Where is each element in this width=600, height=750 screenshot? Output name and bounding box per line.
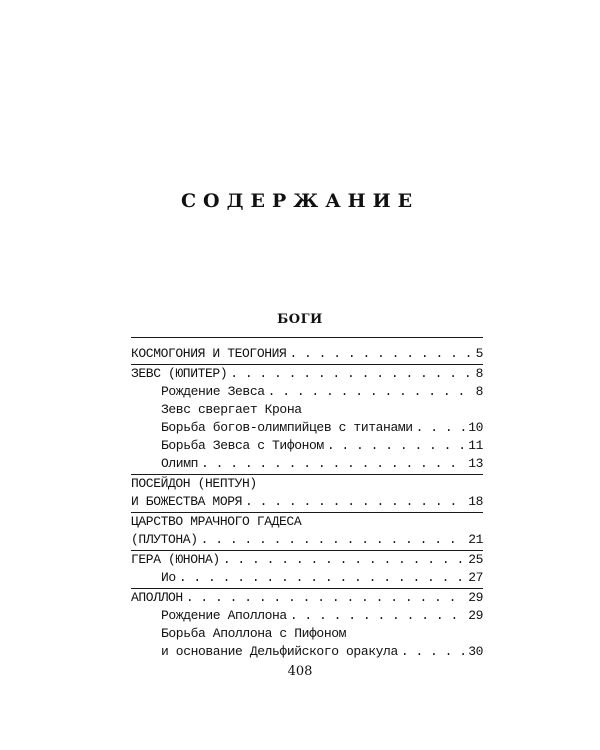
toc-entry-cosmogony[interactable]: [131, 345, 483, 363]
leader-dots: [401, 643, 465, 661]
leader-dots: [201, 455, 465, 473]
leader-dots: [268, 383, 473, 401]
toc-entry-zeus-vs-typhon[interactable]: [131, 437, 483, 455]
toc-label: И БОЖЕСТВА МОРЯ: [131, 494, 243, 509]
leader-dots: [179, 569, 465, 587]
page-title: СОДЕРЖАНИЕ: [180, 190, 420, 212]
leader-dots: [186, 589, 465, 607]
toc-entry-zeus-overthrows-kronos[interactable]: [131, 401, 483, 419]
toc-page-number: 11: [468, 438, 483, 453]
toc-entry-hades-kingdom[interactable]: [131, 513, 483, 531]
toc-label: Ио: [161, 570, 176, 585]
toc-label: ГЕРА (ЮНОНА): [131, 552, 220, 567]
toc-entry-zeus[interactable]: [131, 365, 483, 383]
leader-dots: [245, 493, 465, 511]
toc-label: ЦАРСТВО МРАЧНОГО ГАДЕСА: [131, 514, 302, 529]
toc-page-number: 8: [475, 384, 483, 399]
leader-dots: [223, 551, 465, 569]
toc-entry-pluto[interactable]: [131, 531, 483, 549]
toc-entry-delphic-oracle[interactable]: [131, 643, 483, 661]
toc-label: Борьба богов-олимпийцев с титанами: [161, 420, 413, 435]
toc-label: Олимп: [161, 456, 199, 471]
leader-dots: [416, 419, 466, 437]
toc-entry-olympus[interactable]: [131, 455, 483, 473]
toc-entry-apollo-vs-python[interactable]: [131, 625, 483, 643]
toc-page-number: 18: [468, 494, 483, 509]
toc-label: Рождение Зевса: [161, 384, 265, 399]
toc-label: АПОЛЛОН: [131, 590, 183, 605]
toc-page-number: 25: [468, 552, 483, 567]
toc-entry-poseidon[interactable]: [131, 475, 483, 493]
toc-entry-birth-of-zeus[interactable]: [131, 383, 483, 401]
toc-label: Рождение Аполлона: [161, 608, 287, 623]
section-heading: БОГИ: [277, 312, 323, 327]
toc-label: ПОСЕЙДОН (НЕПТУН): [131, 476, 257, 491]
toc-entry-sea-deities[interactable]: [131, 493, 483, 511]
toc-label: (ПЛУТОНА): [131, 532, 198, 547]
toc-label: Зевс свергает Крона: [161, 402, 302, 417]
toc-page-number: 10: [468, 420, 483, 435]
toc-page-number: 29: [468, 590, 483, 605]
toc-entry-birth-of-apollo[interactable]: [131, 607, 483, 625]
toc-entry-io[interactable]: [131, 569, 483, 587]
toc-entry-titanomachy[interactable]: [131, 419, 483, 437]
leader-dots: [201, 531, 466, 549]
leader-dots: [289, 345, 472, 363]
table-of-contents: [131, 345, 483, 661]
toc-entry-hera[interactable]: [131, 551, 483, 569]
toc-page-number: 5: [475, 346, 483, 361]
toc-page-number: 21: [468, 532, 483, 547]
toc-entry-apollo[interactable]: [131, 589, 483, 607]
section-rule: [131, 337, 483, 338]
toc-page-number: 8: [475, 366, 483, 381]
toc-label: ЗЕВС (ЮПИТЕР): [131, 366, 228, 381]
toc-page-number: 13: [468, 456, 483, 471]
leader-dots: [230, 365, 472, 383]
toc-label: КОСМОГОНИЯ И ТЕОГОНИЯ: [131, 346, 287, 361]
toc-label: и основание Дельфийского оракула: [161, 644, 398, 659]
toc-page-number: 30: [468, 644, 483, 659]
toc-page-number: 29: [468, 608, 483, 623]
page-number: 408: [287, 664, 313, 679]
toc-page-number: 27: [468, 570, 483, 585]
toc-label: Борьба Зевса с Тифоном: [161, 438, 324, 453]
leader-dots: [327, 437, 465, 455]
leader-dots: [290, 607, 465, 625]
toc-label: Борьба Аполлона с Пифоном: [161, 626, 347, 641]
